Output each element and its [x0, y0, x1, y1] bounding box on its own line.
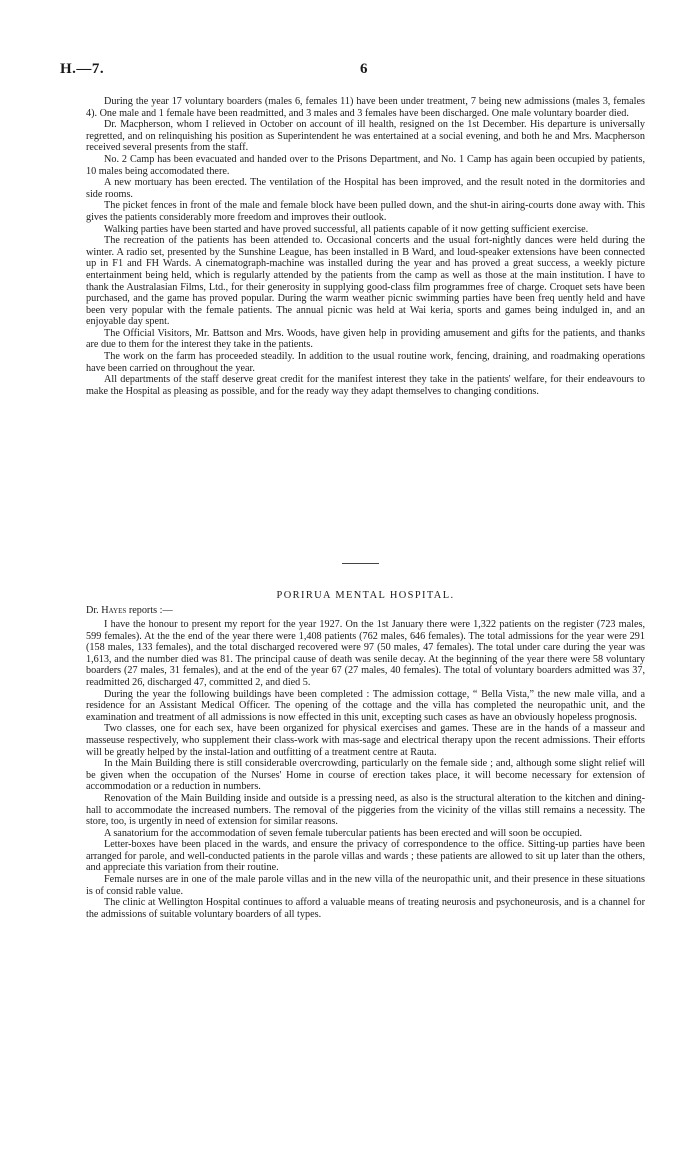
document-code: H.—7.: [60, 61, 105, 77]
paragraph: All departments of the staff deserve great credit for the manifest interest they take in the patients' welfare, for their endeavours to make the Hospital as pleasing as possible, and for the ready way they adapt themselves to changing conditions.: [86, 374, 645, 397]
paragraph: Walking parties have been started and have proved successful, all patients capable of it now getting sufficient exercise.: [104, 223, 589, 235]
reporter-suffix: reports :—: [128, 605, 173, 616]
paragraph: The clinic at Wellington Hospital continues to afford a valuable means of treating neurosis and psychoneurosis, and is a channel for the admissions of suitable voluntary boarders of all types.: [86, 897, 645, 920]
paragraph: Two classes, one for each sex, have been organized for physical exercises and games. These are in the hands of a masseur and masseuse respectively, who supplement their class-work with mas-sage and electrical therapy upon the recent admissions. Their efforts will be greatly helped by the instal-lation and outfitting of a treatment centre at Rauta.: [86, 723, 645, 758]
reporter-line: [86, 605, 173, 616]
paragraph: Dr. Macpherson, whom I relieved in October on account of ill health, resigned on the 1st December. His departure is universally regretted, and on relinquishing his position as Superintendent he was entertained at a social evening, and both he and Mrs. Macpherson received several presents from the staff.: [86, 119, 645, 154]
section-divider: [342, 563, 379, 564]
section-1-body: [86, 96, 645, 397]
paragraph: In the Main Building there is still considerable overcrowding, particularly on the female side ; and, although some slight relief will be given when the occupation of the Nurses' Home in course of erection takes place, it will become necessary for extension of accommodation or a reduction in numbers.: [86, 758, 645, 793]
section-title: PORIRUA MENTAL HOSPITAL.: [276, 590, 455, 601]
paragraph: A new mortuary has been erected. The ventilation of the Hospital has been improved, and the result noted in the dormitories and side rooms.: [86, 177, 645, 200]
paragraph: A sanatorium for the accommodation of seven female tubercular patients has been erected and will soon be occupied.: [104, 827, 583, 839]
paragraph: The work on the farm has proceeded steadily. In addition to the usual routine work, fencing, draining, and roadmaking operations have been carried on throughout the year.: [86, 351, 645, 374]
paragraph: During the year the following buildings have been completed : The admission cottage, “ Bella Vista,” the new male villa, and a residence for an Assistant Medical Officer. The opening of the cottage and the villa has completed the neuropathic unit, and the examination and treatment of all admissions is now effected in this unit, excepting such cases as have an obviously hopeless prognosis.: [86, 688, 645, 723]
reporter-name: Hayes: [101, 605, 127, 616]
paragraph: Renovation of the Main Building inside and outside is a pressing need, as also is the structural alteration to the kitchen and dining-hall to accommodate the increased numbers. The removal of the piggeries from the vicinity of the villas still remains a necessity. The store, too, is urgently in need of extension for similar reasons.: [86, 792, 645, 828]
paragraph: Letter-boxes have been placed in the wards, and ensure the privacy of correspondence to the office. Sitting-up parties have been arranged for parole, and well-conducted patients in the parole villas and wards ; these patients are allowed to sit up later than the others, and appreciate this variation from their routine.: [86, 839, 645, 874]
paragraph: The picket fences in front of the male and female block have been pulled down, and the shut-in airing-courts done away with. This gives the patients considerably more freedom and improves their outlook.: [86, 200, 645, 223]
paragraph: The recreation of the patients has been attended to. Occasional concerts and the usual fort-nightly dances were held during the winter. A radio set, presented by the Sunshine League, has been installed in B Ward, and loud-speaker extensions have been connected up in F1 and FH Wards. A cinematograph-machine was installed during the year and has proved a great success, a weekly picture entertainment being held, which is regularly attended by the patients from the camp as well as those at the main institution. I have to thank the Australasian Films, Ltd., for their generosity in supplying good-class film programmes free of charge. Croquet sets have been purchased, and the game has proved popular. During the warm weather picnic swimming parties have been freq uently held and have been very popular with the female patients. The annual picnic was held at Wai keria, sports and games being indulged in, and an enjoyable day spent.: [86, 235, 645, 328]
paragraph: Female nurses are in one of the male parole villas and in the new villa of the neuropathic unit, and their presence in these situations is of consid rable value.: [86, 874, 645, 897]
reporter-prefix: Dr.: [86, 605, 99, 616]
paragraph: During the year 17 voluntary boarders (males 6, females 11) have been under treatment, 7 being new admissions (males 3, females 4). One male and 1 female have been readmitted, and 3 males and 3 females have been discharged. One male voluntary boarder died.: [86, 96, 645, 119]
paragraph: I have the honour to present my report for the year 1927. On the 1st January there were 1,322 patients on the register (723 males, 599 females). At the the end of the year there were 1,408 patients (762 males, 646 females). The total admissions for the year were 291 (158 males, 133 females), and the total discharged recovered were 97 (50 males, 47 females). The total under care during the year was 1,613, and the number died was 81. The principal cause of death was senile decay. At the beginning of the year there were 58 voluntary boarders (27 males, 31 females), and at the end of the year 67 (27 males, 40 females). The total of voluntary boarders admitted was 37, readmitted 26, discharged 47, committed 2, and died 5.: [86, 619, 645, 688]
paragraph: The Official Visitors, Mr. Battson and Mrs. Woods, have given help in providing amusement and gifts for the patients, and thanks are due to them for the interest they take in the patients.: [86, 327, 645, 351]
section-2-body: [86, 619, 645, 920]
page-header: [60, 61, 640, 83]
page-number: 6: [360, 61, 368, 77]
paragraph: No. 2 Camp has been evacuated and handed over to the Prisons Department, and No. 1 Camp has again been occupied by patients, 10 males being accomodated there.: [86, 153, 645, 177]
